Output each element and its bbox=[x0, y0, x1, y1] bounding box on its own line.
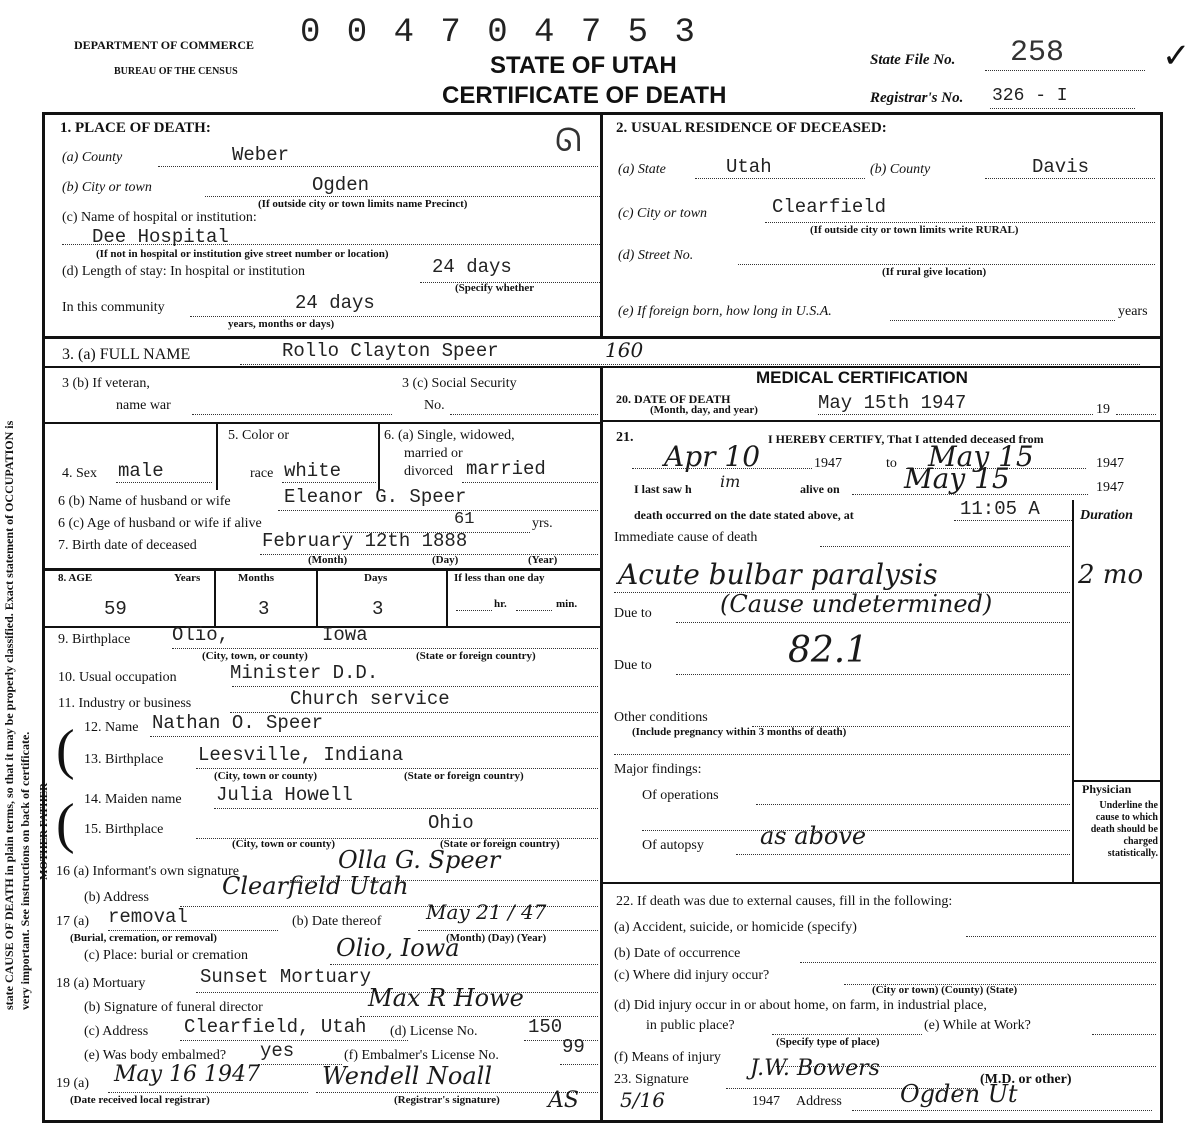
age-months[interactable]: 3 bbox=[258, 598, 270, 620]
due-to-1-label: Due to bbox=[614, 606, 652, 621]
spouse-label: 6 (b) Name of husband or wife bbox=[58, 494, 231, 509]
mother-name-label: 14. Maiden name bbox=[84, 792, 182, 807]
physician-label: Physician bbox=[1082, 782, 1132, 796]
sex[interactable]: male bbox=[118, 460, 164, 482]
full-name-label: 3. (a) FULL NAME bbox=[62, 346, 191, 363]
father-note-1: (City, town or county) bbox=[214, 770, 318, 782]
injury-place-label: (d) Did injury occur in or about home, on farm, in industrial place, bbox=[614, 998, 987, 1013]
means-of-injury-label: (f) Means of injury bbox=[614, 1050, 721, 1065]
age-months-label: Months bbox=[238, 572, 275, 584]
date-death-note: (Month, day, and year) bbox=[650, 404, 758, 416]
disposition-method[interactable]: removal bbox=[108, 906, 188, 928]
veteran-label-2: name war bbox=[116, 398, 171, 413]
occupation-label: 10. Usual occupation bbox=[58, 670, 177, 685]
other-conditions-label: Other conditions bbox=[614, 710, 708, 725]
industry[interactable]: Church service bbox=[290, 688, 450, 710]
date-death-year-suffix: 19 bbox=[1096, 402, 1110, 417]
occupation[interactable]: Minister D.D. bbox=[230, 662, 379, 684]
birthdate[interactable]: February 12th 1888 bbox=[262, 530, 468, 552]
duration-label: Duration bbox=[1080, 508, 1133, 523]
margin-instructions-2: very important. See instructions on back of certificate. bbox=[18, 731, 32, 1010]
occurrence-date-label: (b) Date of occurrence bbox=[614, 946, 741, 961]
month-note: (Month) bbox=[308, 554, 348, 566]
registrar-date-note: (Date received local registrar) bbox=[70, 1094, 210, 1106]
yrs-label: yrs. bbox=[532, 516, 553, 531]
marital-label-2: married or bbox=[404, 446, 463, 461]
spouse[interactable]: Eleanor G. Speer bbox=[284, 486, 467, 508]
birthdate-label: 7. Birth date of deceased bbox=[58, 538, 197, 553]
stay-label: (d) Length of stay: In hospital or institution bbox=[62, 264, 306, 279]
while-at-work-label: (e) While at Work? bbox=[924, 1018, 1031, 1033]
major-findings-label: Major findings: bbox=[614, 762, 702, 777]
certify-label: I HEREBY CERTIFY, That I attended deceased from bbox=[768, 432, 1044, 446]
full-name[interactable]: Rollo Clayton Speer bbox=[282, 340, 499, 362]
disposition-place[interactable]: Olio, Iowa bbox=[336, 934, 460, 962]
state-file-label: State File No. bbox=[870, 52, 956, 68]
father-birthplace[interactable]: Leesville, Indiana bbox=[198, 744, 404, 766]
check-mark: ✓ bbox=[1162, 38, 1191, 75]
birthplace-city[interactable]: Olio, bbox=[172, 624, 230, 646]
res-county[interactable]: Davis bbox=[1032, 156, 1090, 178]
injury-location-note: (City or town) (County) (State) bbox=[872, 984, 1018, 996]
injury-location-label: (c) Where did injury occur? bbox=[614, 968, 770, 983]
pen-scribble: ᘏ bbox=[555, 122, 582, 158]
community-label: In this community bbox=[62, 300, 165, 315]
day-note: (Day) bbox=[432, 554, 459, 566]
signature-year: 1947 bbox=[752, 1094, 780, 1109]
signature-date[interactable]: 5/16 bbox=[620, 1088, 665, 1112]
serial-number: 0 0 4 7 0 4 7 5 3 bbox=[300, 14, 698, 52]
mortuary-label: 18 (a) Mortuary bbox=[56, 976, 146, 991]
license-label: (d) License No. bbox=[390, 1024, 478, 1039]
spouse-age-label: 6 (c) Age of husband or wife if alive bbox=[58, 516, 262, 531]
death-county-label: (a) County bbox=[62, 150, 123, 165]
death-city-label: (b) City or town bbox=[62, 180, 152, 195]
community[interactable]: 24 days bbox=[295, 292, 375, 314]
time-of-death[interactable]: 11:05 A bbox=[960, 498, 1040, 520]
race[interactable]: white bbox=[284, 460, 342, 482]
age-less-label: If less than one day bbox=[454, 572, 545, 584]
medical-heading: MEDICAL CERTIFICATION bbox=[756, 368, 968, 387]
funeral-director-label: (b) Signature of funeral director bbox=[84, 1000, 263, 1015]
last-saw-pronoun: im bbox=[720, 472, 741, 491]
death-county[interactable]: Weber bbox=[232, 144, 290, 166]
hospital[interactable]: Dee Hospital bbox=[92, 226, 229, 248]
md-label: (M.D. or other) bbox=[980, 1072, 1072, 1087]
birthplace-label: 9. Birthplace bbox=[58, 632, 131, 647]
to-year: 1947 bbox=[1096, 456, 1124, 471]
industry-label: 11. Industry or business bbox=[58, 696, 192, 711]
registrar-signature[interactable]: Wendell Noall bbox=[322, 1062, 493, 1090]
specify-note: (Specify whether bbox=[455, 282, 535, 294]
community-note: years, months or days) bbox=[228, 318, 335, 330]
mortuary-address-label: (c) Address bbox=[84, 1024, 149, 1039]
mother-name[interactable]: Julia Howell bbox=[216, 784, 353, 806]
marital-label: 6. (a) Single, widowed, bbox=[384, 428, 515, 443]
disposition-place-label: (c) Place: burial or cremation bbox=[84, 948, 249, 963]
spouse-age[interactable]: 61 bbox=[454, 510, 475, 529]
res-state[interactable]: Utah bbox=[726, 156, 772, 178]
accident-label: (a) Accident, suicide, or homicide (specify) bbox=[614, 920, 857, 935]
res-state-label: (a) State bbox=[618, 162, 666, 177]
embalmer-label: (f) Embalmer's License No. bbox=[344, 1048, 499, 1063]
age-label: 8. AGE bbox=[58, 572, 93, 584]
res-city[interactable]: Clearfield bbox=[772, 196, 887, 218]
res-county-label: (b) County bbox=[870, 162, 931, 177]
mother-birthplace-label: 15. Birthplace bbox=[84, 822, 164, 837]
veteran-label: 3 (b) If veteran, bbox=[62, 376, 150, 391]
informant-label: 16 (a) Informant's own signature bbox=[56, 864, 239, 879]
autopsy[interactable]: as above bbox=[760, 822, 867, 850]
occurred-label: death occurred on the date stated above, at bbox=[634, 508, 854, 522]
death-city-note: (If outside city or town limits name Precinct) bbox=[258, 198, 468, 210]
disposition-method-note: (Burial, cremation, or removal) bbox=[70, 932, 217, 944]
father-bracket: ( bbox=[56, 719, 75, 781]
external-heading: 22. If death was due to external causes, fill in the following: bbox=[616, 894, 953, 909]
physician-note: Underline the cause to which death should be charged statistically. bbox=[1090, 800, 1158, 859]
department: DEPARTMENT OF COMMERCE bbox=[74, 38, 255, 52]
last-year: 1947 bbox=[1096, 480, 1124, 495]
stay[interactable]: 24 days bbox=[432, 256, 512, 278]
injury-place-label-2: in public place? bbox=[646, 1018, 735, 1033]
father-name[interactable]: Nathan O. Speer bbox=[152, 712, 324, 734]
due-to-2[interactable]: 82.1 bbox=[788, 630, 869, 671]
last-saw-label: I last saw h bbox=[634, 482, 692, 496]
embalmer-license[interactable]: 99 bbox=[562, 1036, 585, 1058]
state-title: STATE OF UTAH bbox=[490, 52, 677, 79]
mortuary-address[interactable]: Clearfield, Utah bbox=[184, 1016, 367, 1038]
disposition-prefix: 17 (a) bbox=[56, 914, 90, 929]
place-type-note: (Specify type of place) bbox=[776, 1036, 880, 1048]
license[interactable]: 150 bbox=[528, 1016, 563, 1038]
registrar-prefix: 19 (a) bbox=[56, 1076, 90, 1091]
year-note: (Year) bbox=[528, 554, 558, 566]
res-city-note: (If outside city or town limits write RURAL) bbox=[810, 224, 1019, 236]
signature-address-label: Address bbox=[796, 1094, 842, 1109]
registrar-value: 326 - I bbox=[992, 86, 1068, 106]
state-file-value: 258 bbox=[1010, 36, 1065, 70]
margin-instructions: state CAUSE OF DEATH in plain terms, so that it may be properly classified. Exact statement of OCCUPATION is bbox=[2, 420, 16, 1010]
death-city[interactable]: Ogden bbox=[312, 174, 370, 196]
informant-address-label: (b) Address bbox=[84, 890, 149, 905]
attended-to[interactable]: May 15 bbox=[928, 440, 1034, 473]
hospital-note: (If not in hospital or institution give street number or location) bbox=[96, 248, 389, 260]
disposition-date-label: (b) Date thereof bbox=[292, 914, 382, 929]
sex-label: 4. Sex bbox=[62, 466, 97, 481]
birthplace-note-1: (City, town, or county) bbox=[202, 650, 308, 662]
birthplace-note-2: (State or foreign country) bbox=[416, 650, 536, 662]
alive-on-label: alive on bbox=[800, 482, 840, 496]
place-of-death-heading: 1. PLACE OF DEATH: bbox=[60, 120, 211, 136]
to-label: to bbox=[886, 456, 897, 471]
age-years[interactable]: 59 bbox=[104, 598, 127, 620]
age-days-label: Days bbox=[364, 572, 388, 584]
embalmed[interactable]: yes bbox=[260, 1040, 295, 1062]
registrar-signature-note: (Registrar's signature) bbox=[394, 1094, 500, 1106]
age-days[interactable]: 3 bbox=[372, 598, 384, 620]
color-label: 5. Color or bbox=[228, 428, 290, 443]
from-year: 1947 bbox=[814, 456, 842, 471]
funeral-director-signature[interactable]: Max R Howe bbox=[368, 984, 524, 1012]
bureau: BUREAU OF THE CENSUS bbox=[114, 66, 238, 77]
duration[interactable]: 2 mo bbox=[1078, 560, 1144, 590]
mother-note-2: (State or foreign country) bbox=[440, 838, 560, 850]
mother-birthplace[interactable]: Ohio bbox=[428, 812, 474, 834]
residence-heading: 2. USUAL RESIDENCE OF DECEASED: bbox=[616, 120, 887, 136]
father-note-2: (State or foreign country) bbox=[404, 770, 524, 782]
attended-from[interactable]: Apr 10 bbox=[664, 440, 761, 473]
ssn-label-2: No. bbox=[424, 398, 445, 413]
physician-signature[interactable]: J.W. Bowers bbox=[750, 1056, 880, 1081]
registrar-label: Registrar's No. bbox=[870, 90, 964, 106]
disposition-date[interactable]: May 21 / 47 bbox=[426, 900, 547, 924]
immediate-cause-label: Immediate cause of death bbox=[614, 530, 758, 545]
signature-label: 23. Signature bbox=[614, 1072, 689, 1087]
age-min-label: min. bbox=[556, 598, 578, 610]
operations-label: Of operations bbox=[642, 788, 719, 803]
date-of-death[interactable]: May 15th 1947 bbox=[818, 392, 967, 414]
autopsy-label: Of autopsy bbox=[642, 838, 704, 853]
informant-signature[interactable]: Olla G. Speer bbox=[338, 846, 501, 874]
foreign-years-label: years bbox=[1118, 304, 1148, 319]
certificate-title: CERTIFICATE OF DEATH bbox=[442, 82, 727, 109]
last-saw-date[interactable]: May 15 bbox=[904, 462, 1010, 495]
father-birthplace-label: 13. Birthplace bbox=[84, 752, 164, 767]
street-note: (If rural give location) bbox=[882, 266, 987, 278]
marital[interactable]: married bbox=[466, 458, 546, 480]
hospital-label: (c) Name of hospital or institution: bbox=[62, 210, 257, 225]
date-death-label: 20. DATE OF DEATH bbox=[616, 392, 731, 406]
ssn-label: 3 (c) Social Security bbox=[402, 376, 517, 391]
street-label: (d) Street No. bbox=[618, 248, 694, 263]
due-to-1[interactable]: (Cause undetermined) bbox=[720, 590, 993, 618]
immediate-cause[interactable]: Acute bulbar paralysis bbox=[618, 558, 938, 591]
race-label: race bbox=[250, 466, 274, 481]
registrar-date[interactable]: May 16 1947 bbox=[114, 1062, 261, 1087]
disposition-date-note: (Month) (Day) (Year) bbox=[446, 932, 547, 944]
mother-note-1: (City, town or county) bbox=[232, 838, 336, 850]
informant-address[interactable]: Clearfield Utah bbox=[222, 872, 409, 900]
registrar-sig-extra: AS bbox=[548, 1088, 579, 1113]
mortuary-name[interactable]: Sunset Mortuary bbox=[200, 966, 372, 988]
certify-number: 21. bbox=[616, 430, 634, 445]
foreign-label: (e) If foreign born, how long in U.S.A. bbox=[618, 304, 832, 319]
name-annotation: 160 bbox=[605, 338, 644, 362]
birthplace-state[interactable]: Iowa bbox=[322, 624, 368, 646]
father-name-label: 12. Name bbox=[84, 720, 139, 735]
age-years-label: Years bbox=[174, 572, 201, 584]
other-conditions-note: (Include pregnancy within 3 months of death) bbox=[632, 726, 847, 738]
age-hr-label: hr. bbox=[494, 598, 507, 610]
mother-bracket: ( bbox=[56, 793, 75, 855]
res-city-label: (c) City or town bbox=[618, 206, 708, 221]
parents-vertical-label: MOTHER FATHER bbox=[38, 782, 50, 880]
signature-address[interactable]: Ogden Ut bbox=[900, 1080, 1018, 1108]
marital-label-3: divorced bbox=[404, 464, 453, 479]
due-to-2-label: Due to bbox=[614, 658, 652, 673]
embalmed-label: (e) Was body embalmed? bbox=[84, 1048, 227, 1063]
